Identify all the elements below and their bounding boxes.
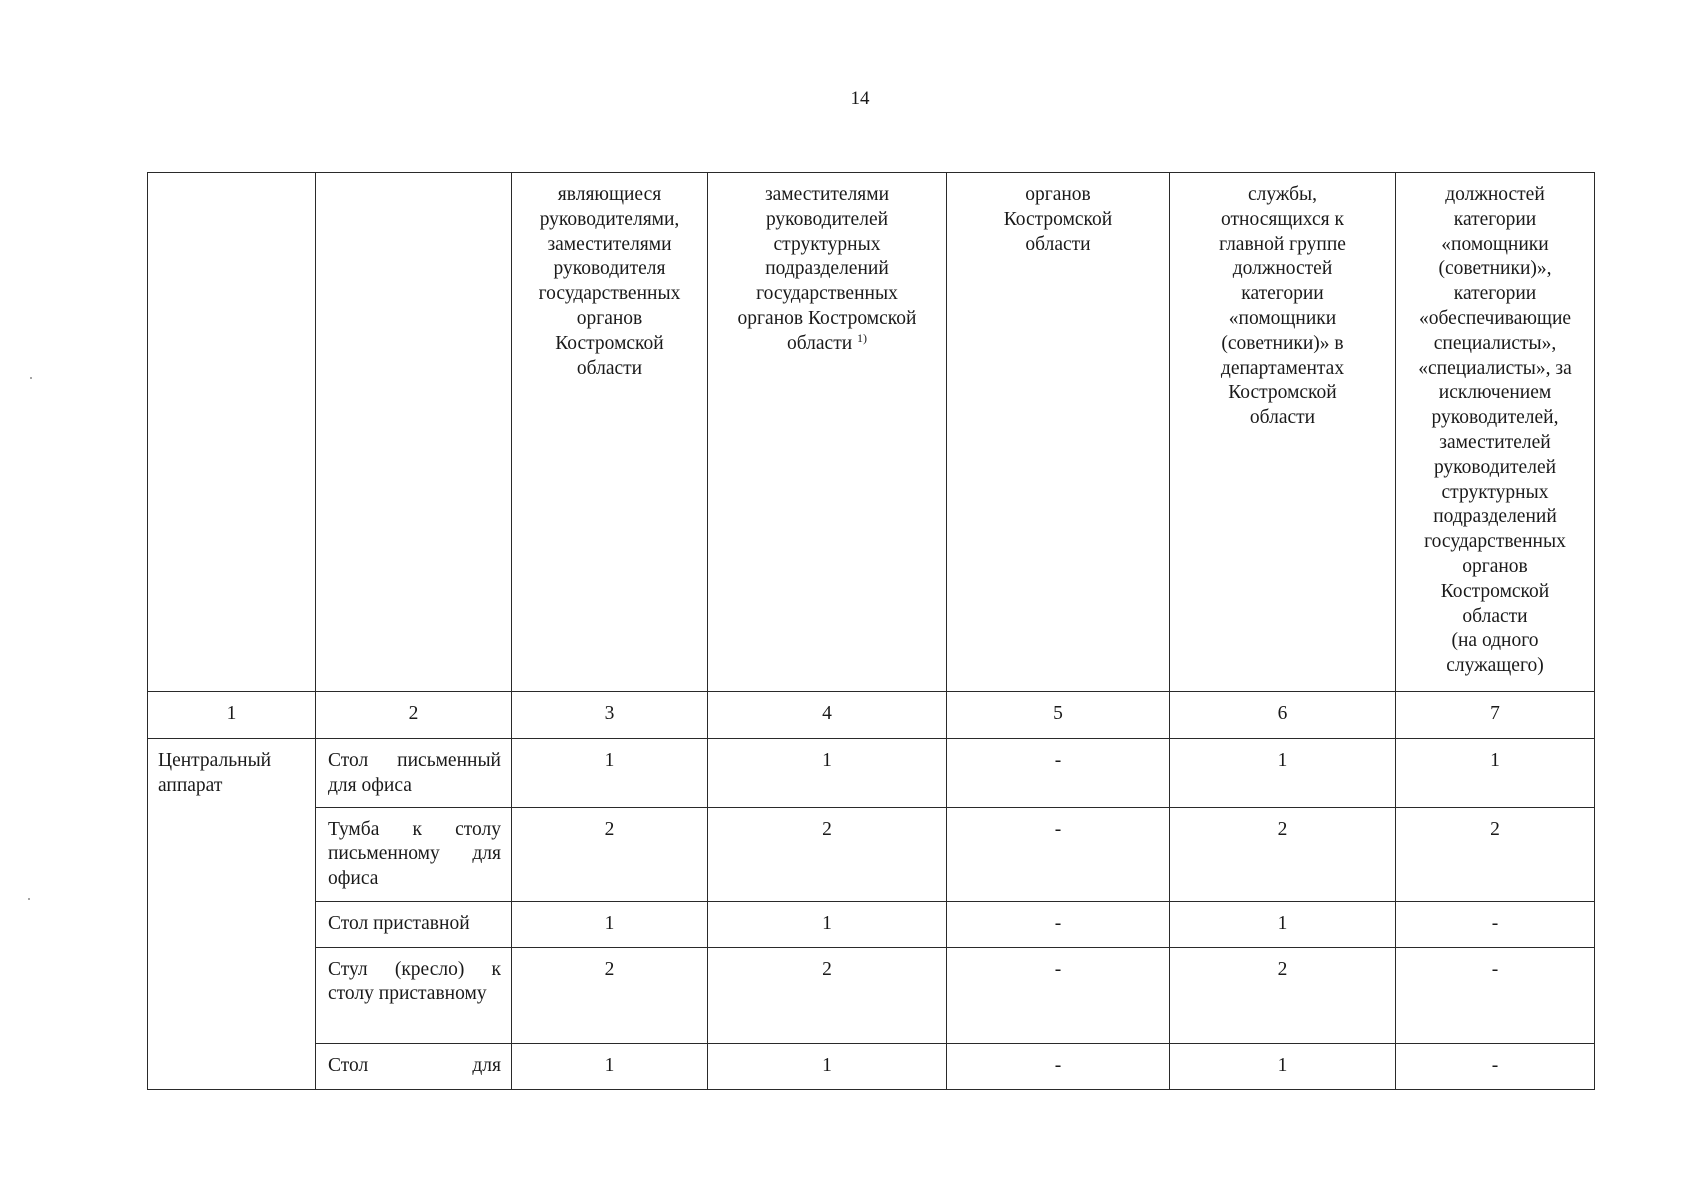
requirements-table bbox=[147, 172, 1595, 1090]
table-row bbox=[148, 739, 1595, 808]
value-cell: 1 bbox=[512, 1043, 708, 1089]
scan-speck bbox=[28, 898, 30, 900]
value-cell: 2 bbox=[708, 947, 947, 1043]
value-cell: 2 bbox=[1396, 807, 1595, 901]
item-name: Тумба к столу письменному для офиса bbox=[316, 807, 512, 901]
value-cell: - bbox=[1396, 947, 1595, 1043]
value-cell: 2 bbox=[1170, 947, 1396, 1043]
value-cell: - bbox=[947, 901, 1170, 947]
value-cell: 1 bbox=[708, 1043, 947, 1089]
item-name: Стол для bbox=[316, 1043, 512, 1089]
header-cell-4: заместителями руководителей структурных подразделений государственных органов Костромской области $^{1)}$ bbox=[708, 173, 947, 692]
column-number: 5 bbox=[947, 692, 1170, 739]
value-cell: 1 bbox=[512, 901, 708, 947]
value-cell: 2 bbox=[1170, 807, 1396, 901]
item-name: Стол приставной bbox=[316, 901, 512, 947]
footnote-marker: 1) bbox=[857, 330, 868, 345]
value-cell: 2 bbox=[708, 807, 947, 901]
table-row bbox=[148, 947, 1595, 1043]
header-cell-1 bbox=[148, 173, 316, 692]
value-cell: 1 bbox=[512, 739, 708, 808]
column-number: 7 bbox=[1396, 692, 1595, 739]
table-header-row bbox=[148, 173, 1595, 692]
value-cell: 2 bbox=[512, 947, 708, 1043]
value-cell: 2 bbox=[512, 807, 708, 901]
scan-speck bbox=[30, 377, 32, 379]
value-cell: - bbox=[1396, 901, 1595, 947]
value-cell: - bbox=[1396, 1043, 1595, 1089]
value-cell: - bbox=[947, 1043, 1170, 1089]
header-cell-5: органов Костромской области bbox=[947, 173, 1170, 692]
item-name: Стол письменный для офиса bbox=[316, 739, 512, 808]
header-cell-7: должностей категории «помощники (советники)», категории «обеспечивающие специалисты», «специалисты», за исключением руководителей, заместителей руководителей структурных подразделений государственных органов Костромской области (на одного служащего) bbox=[1396, 173, 1595, 692]
column-number: 4 bbox=[708, 692, 947, 739]
column-number-row bbox=[148, 692, 1595, 739]
header-cell-2 bbox=[316, 173, 512, 692]
item-name: Стул (кресло) к столу приставному bbox=[316, 947, 512, 1043]
header-cell-3: являющиеся руководителями, заместителями руководителя государственных органов Костромской области bbox=[512, 173, 708, 692]
column-number: 1 bbox=[148, 692, 316, 739]
column-number: 3 bbox=[512, 692, 708, 739]
column-number: 6 bbox=[1170, 692, 1396, 739]
value-cell: 1 bbox=[1170, 739, 1396, 808]
section-label: Центральный аппарат bbox=[148, 739, 316, 1090]
header-cell-6: службы, относящихся к главной группе должностей категории «помощники (советники)» в департаментах Костромской области bbox=[1170, 173, 1396, 692]
value-cell: 1 bbox=[708, 739, 947, 808]
table-row bbox=[148, 807, 1595, 901]
value-cell: 1 bbox=[1170, 901, 1396, 947]
table-row bbox=[148, 901, 1595, 947]
value-cell: - bbox=[947, 947, 1170, 1043]
column-number: 2 bbox=[316, 692, 512, 739]
value-cell: 1 bbox=[1170, 1043, 1396, 1089]
value-cell: 1 bbox=[708, 901, 947, 947]
value-cell: 1 bbox=[1396, 739, 1595, 808]
table-row bbox=[148, 1043, 1595, 1089]
value-cell: - bbox=[947, 807, 1170, 901]
value-cell: - bbox=[947, 739, 1170, 808]
page-number: 14 bbox=[850, 88, 870, 109]
